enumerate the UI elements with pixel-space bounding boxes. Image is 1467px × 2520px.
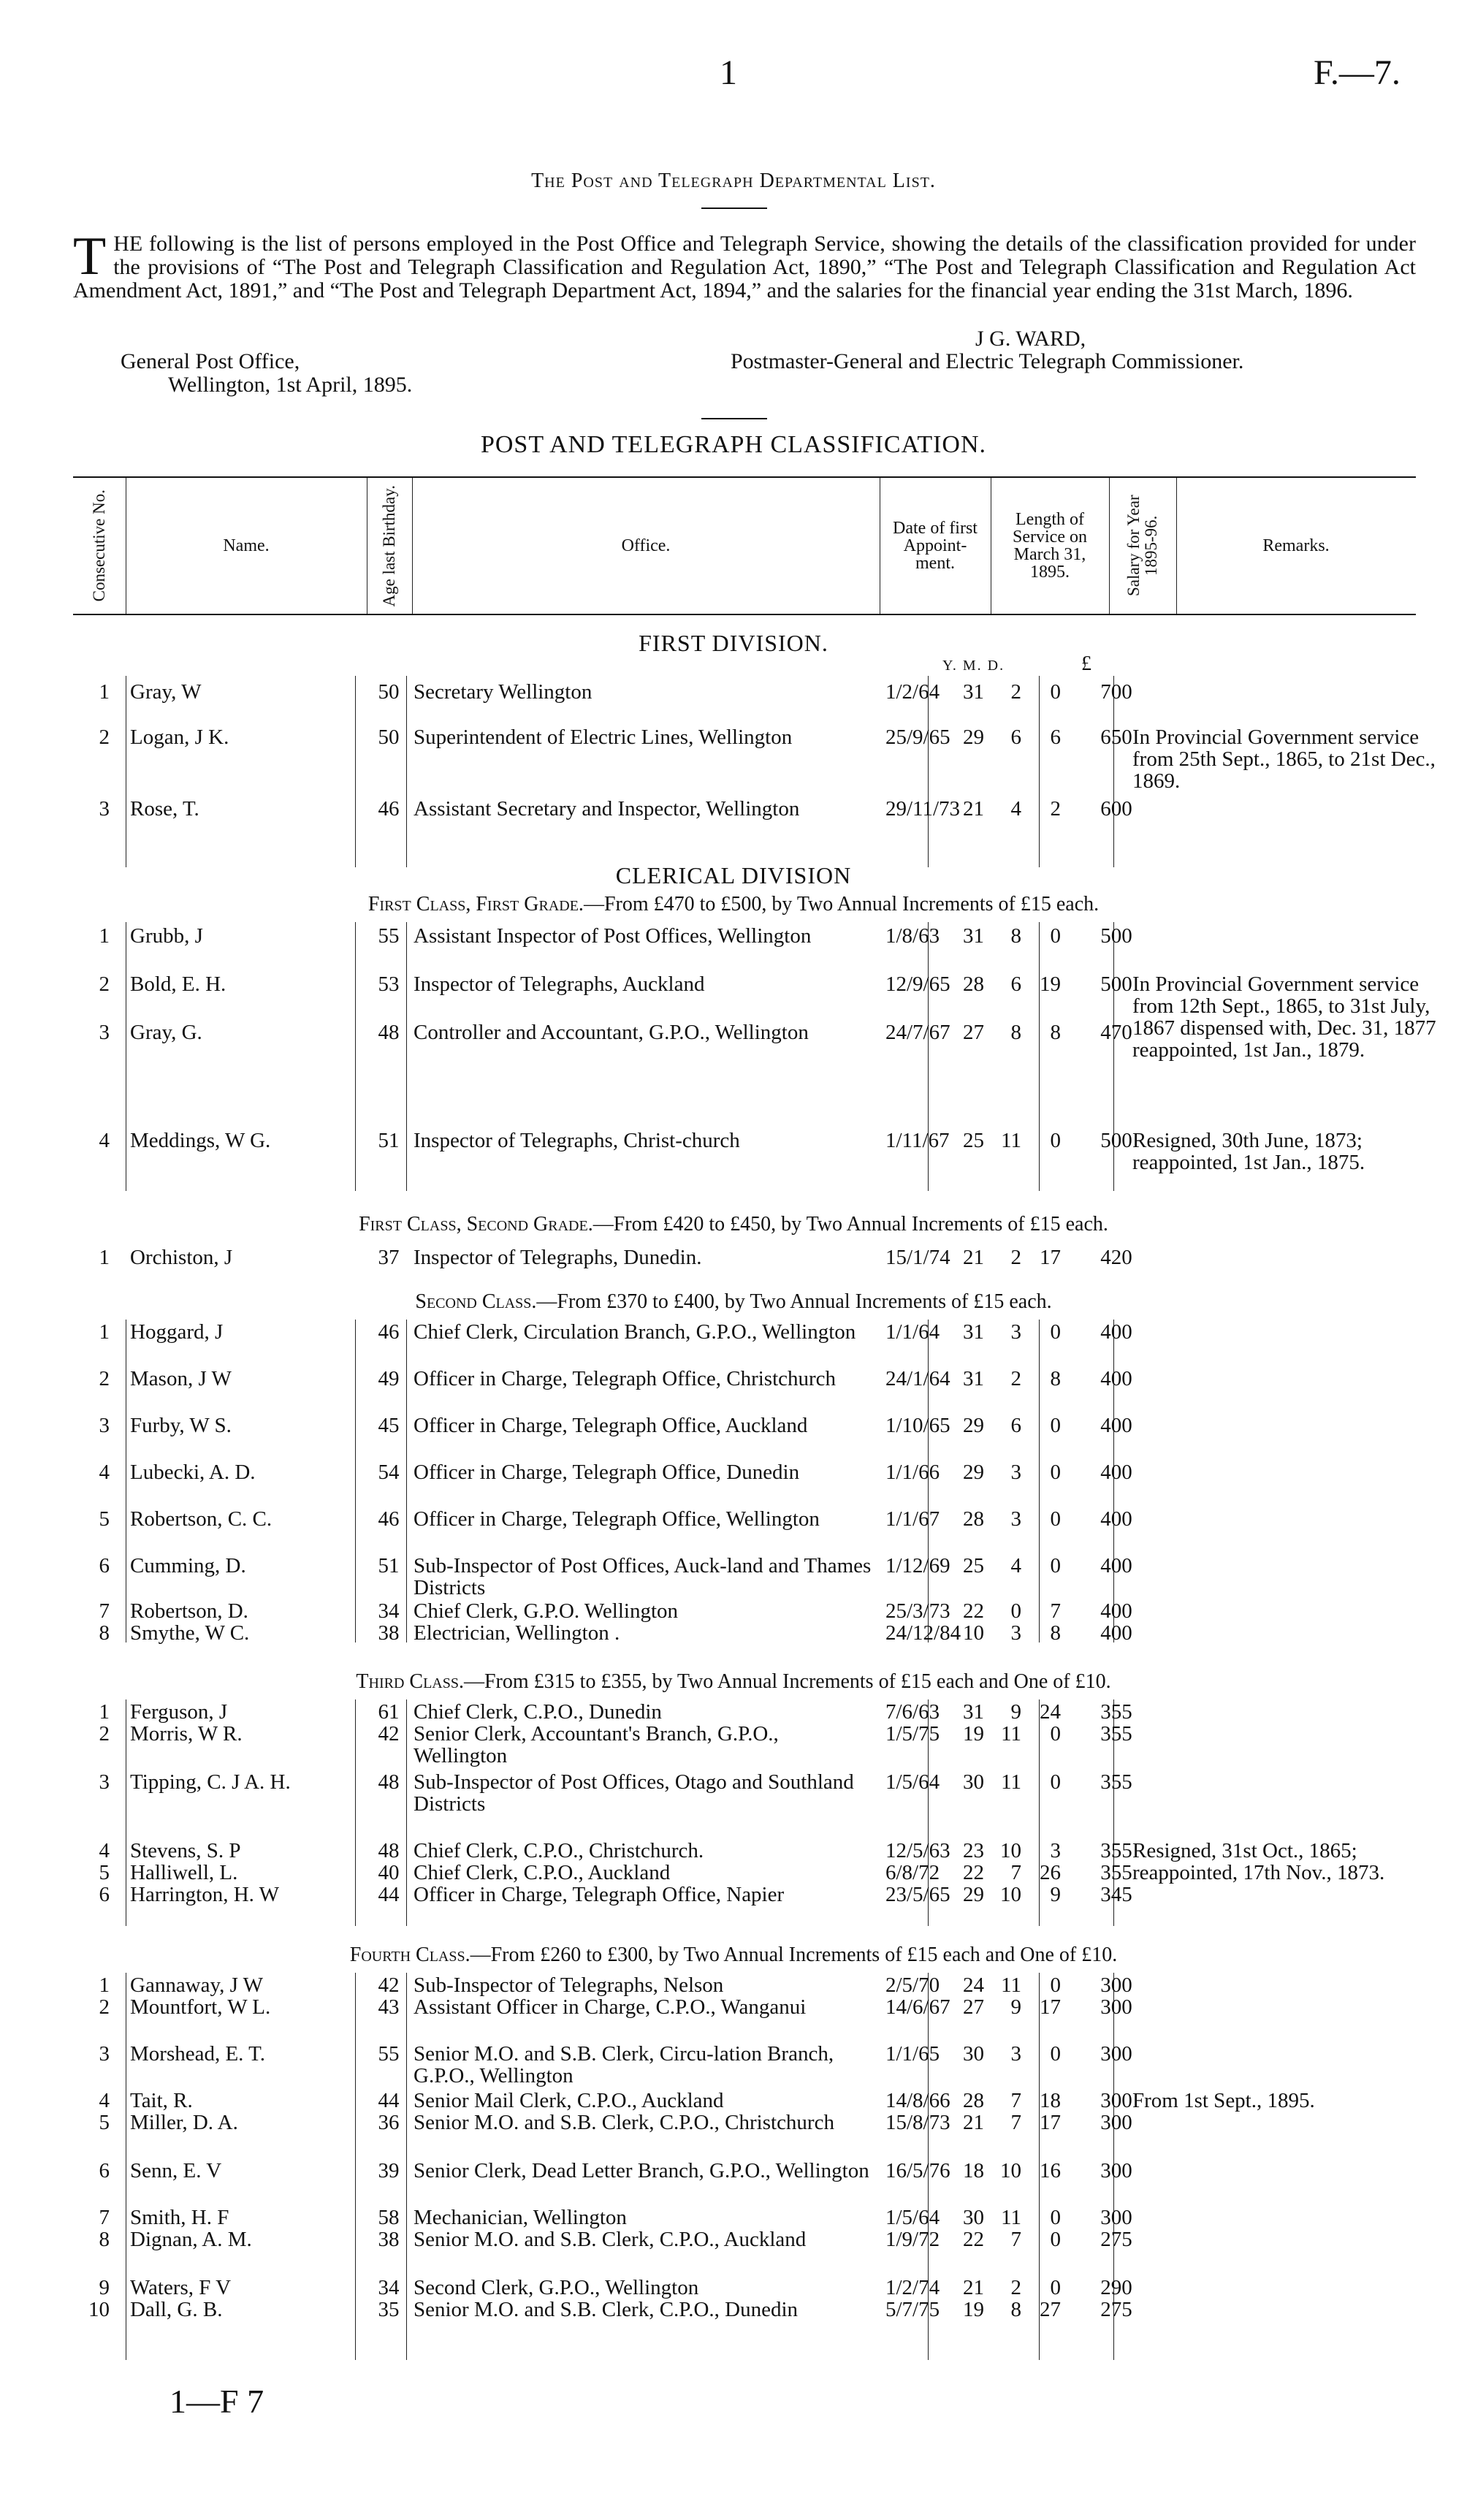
signatory-title: Postmaster-General and Electric Telegraph Commissioner. — [731, 349, 1244, 373]
grade-heading-first-second: First Class, Second Grade.—From £420 to £450, by Two Annual Increments of £15 each. — [359, 1213, 1108, 1236]
intro-text: HE following is the list of persons employed in the Post Office and Telegraph Service, showing the details of the classification provided for under the provisions of “The Post and Telegraph Classification and Regulation Act, 1890,” “The Post and Telegraph Classification and Regulation Act Amendment Act, 1891,” and “The Post and Telegraph Department Act, 1894,” and the salaries for the financial year ending the 31st March, 1896. — [73, 232, 1416, 302]
header-office: Office. — [621, 536, 671, 555]
service-unit-labels: Y. M. D. — [942, 658, 1005, 674]
header-salary: Salary for Year 1895-96. — [1124, 495, 1160, 597]
grade-heading-first-first: First Class, First Grade.—From £470 to £500, by Two Annual Increments of £15 each. — [367, 893, 1100, 916]
intro-paragraph — [73, 227, 1416, 302]
grade-heading-fourth: Fourth Class.—From £260 to £300, by Two Annual Increments of £15 each and One of £10. — [349, 1944, 1118, 1966]
office-address-line-1: General Post Office, — [121, 349, 300, 373]
office-address-line-2: Wellington, 1st April, 1895. — [168, 373, 413, 397]
header-consecutive-no: Consecutive No. — [90, 490, 108, 602]
header-date: Date of first Appoint-ment. — [893, 519, 978, 573]
grade-heading-third: Third Class.—From £315 to £355, by Two Annual Increments of £15 each and One of £10. — [356, 1670, 1111, 1693]
page-title: The Post and Telegraph Departmental List. — [531, 170, 936, 192]
header-remarks: Remarks. — [1262, 536, 1330, 555]
page-number: 1 — [720, 53, 737, 92]
table-header — [73, 476, 1416, 615]
header-name: Name. — [223, 536, 270, 555]
page-reference: F.—7. — [1314, 53, 1401, 92]
division-heading-clerical: CLERICAL DIVISION — [615, 862, 852, 888]
salary-unit-label: £ — [1081, 652, 1091, 675]
drop-cap: T — [73, 227, 107, 286]
page-footer-signature: 1—F 7 — [169, 2383, 264, 2420]
header-age: Age last Birthday. — [380, 484, 398, 607]
title-rule — [701, 208, 767, 209]
classification-title: POST AND TELEGRAPH CLASSIFICATION. — [480, 431, 987, 458]
division-heading-first: FIRST DIVISION. — [639, 630, 828, 656]
grade-heading-second: Second Class.—From £370 to £400, by Two Annual Increments of £15 each. — [415, 1290, 1052, 1313]
signatory-name: J G. WARD, — [975, 327, 1086, 351]
section-rule — [701, 418, 767, 419]
header-service: Length of Service on March 31, 1895. — [1013, 510, 1087, 582]
